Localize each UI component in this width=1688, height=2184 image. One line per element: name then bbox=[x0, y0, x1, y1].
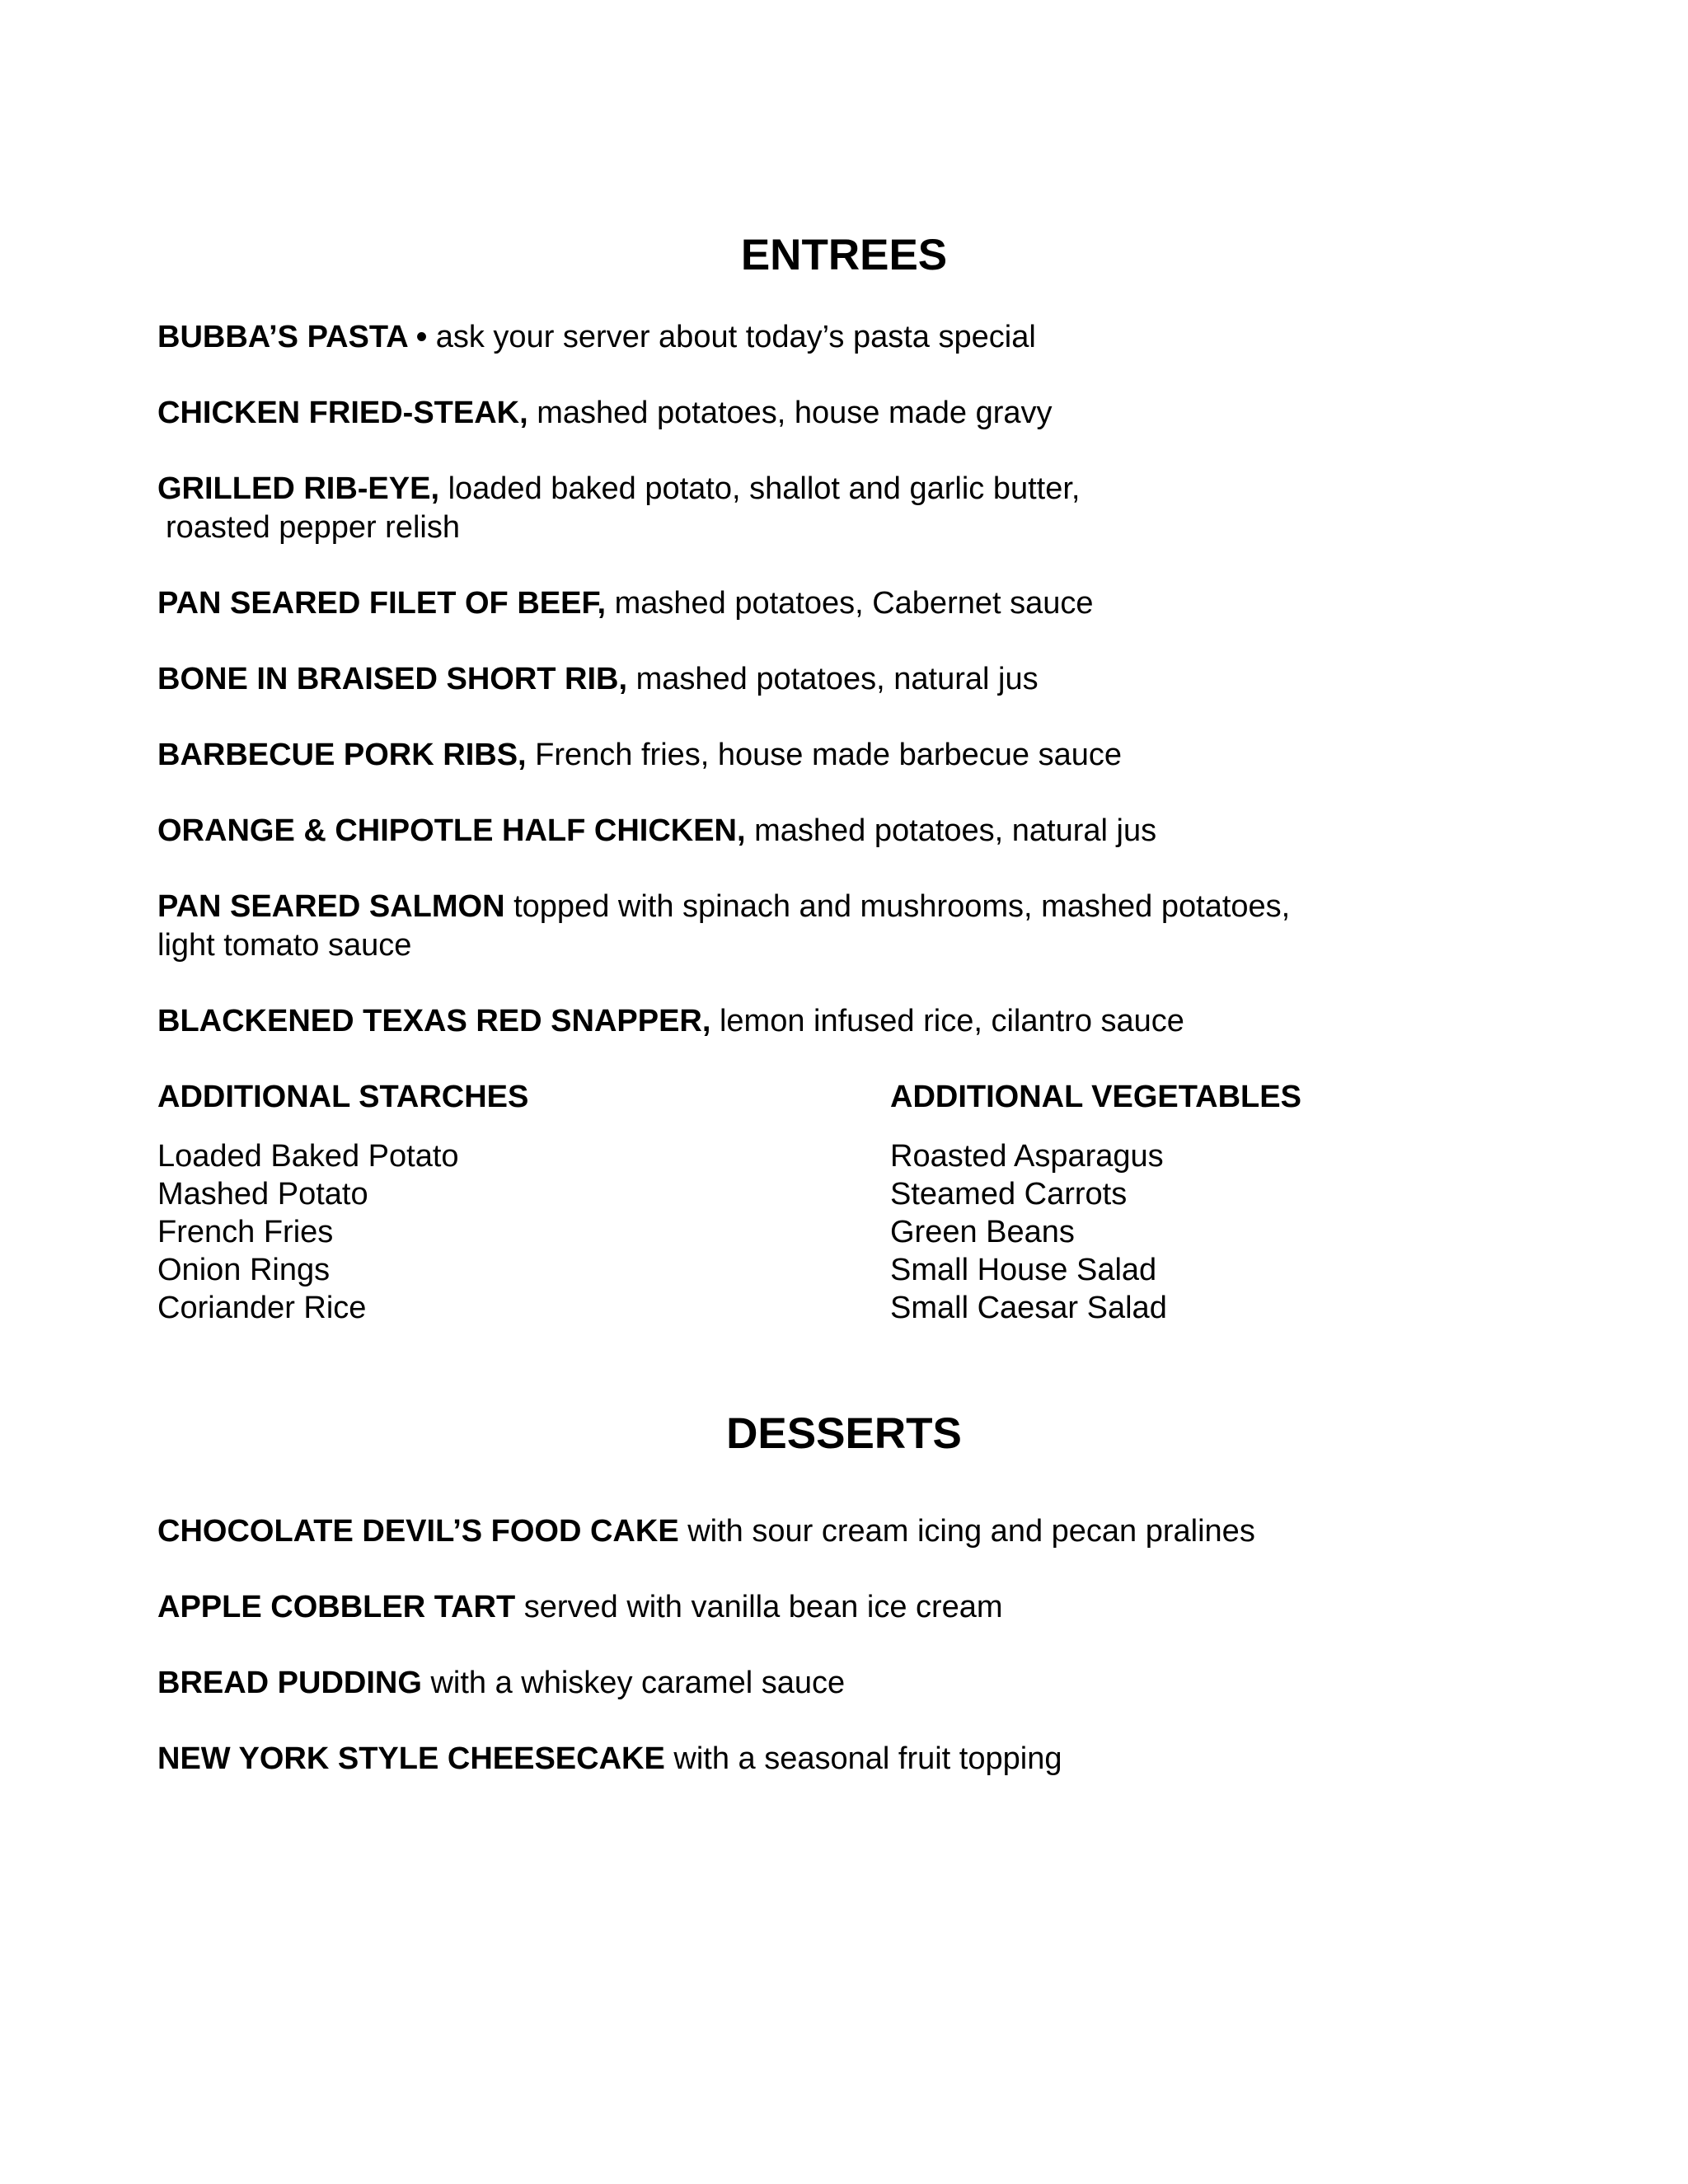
dessert-name: NEW YORK STYLE CHEESECAKE bbox=[157, 1741, 665, 1776]
desserts-heading: DESSERTS bbox=[726, 1409, 962, 1458]
entree-name: PAN SEARED FILET OF BEEF, bbox=[157, 586, 607, 621]
list-item: Loaded Baked Potato bbox=[157, 1139, 459, 1174]
entrees-heading: ENTREES bbox=[740, 231, 948, 279]
entree-name: BLACKENED TEXAS RED SNAPPER, bbox=[157, 1004, 711, 1038]
entree-item bbox=[157, 470, 1559, 547]
list-item: Roasted Asparagus bbox=[890, 1139, 1164, 1174]
dessert-description: served with vanilla bean ice cream bbox=[515, 1590, 1003, 1624]
dessert-name: CHOCOLATE DEVIL’S FOOD CAKE bbox=[157, 1514, 679, 1549]
list-item: Mashed Potato bbox=[157, 1177, 368, 1212]
entree-description-continued: roasted pepper relish bbox=[166, 510, 460, 545]
vegetables-heading: ADDITIONAL VEGETABLES bbox=[890, 1080, 1301, 1114]
entree-item bbox=[157, 812, 1559, 851]
list-item: Onion Rings bbox=[157, 1253, 331, 1287]
entree-description: mashed potatoes, Cabernet sauce bbox=[606, 586, 1094, 621]
dessert-name: APPLE COBBLER TART bbox=[157, 1590, 516, 1624]
starches-heading: ADDITIONAL STARCHES bbox=[157, 1080, 529, 1114]
starches-list bbox=[157, 1137, 459, 1327]
dessert-item bbox=[157, 1664, 1559, 1703]
dessert-description: with a whiskey caramel sauce bbox=[421, 1666, 846, 1700]
entree-item bbox=[157, 736, 1559, 775]
dessert-item bbox=[157, 1588, 1559, 1627]
entree-description: topped with spinach and mushrooms, mashed potatoes, bbox=[504, 889, 1291, 924]
entree-item bbox=[157, 888, 1559, 965]
entree-description: mashed potatoes, house made gravy bbox=[528, 396, 1053, 430]
entree-name: BONE IN BRAISED SHORT RIB, bbox=[157, 662, 628, 696]
entree-description-continued: light tomato sauce bbox=[157, 928, 412, 963]
entree-name: PAN SEARED SALMON bbox=[157, 889, 505, 924]
list-item: Small Caesar Salad bbox=[890, 1291, 1167, 1325]
entree-description: mashed potatoes, natural jus bbox=[745, 813, 1157, 848]
entree-description: lemon infused rice, cilantro sauce bbox=[710, 1004, 1184, 1038]
entree-item bbox=[157, 1002, 1559, 1041]
entree-item bbox=[157, 660, 1559, 699]
list-item: Steamed Carrots bbox=[890, 1177, 1128, 1212]
dessert-item bbox=[157, 1512, 1559, 1551]
entree-description: French fries, house made barbecue sauce bbox=[526, 738, 1123, 772]
list-item: Small House Salad bbox=[890, 1253, 1157, 1287]
entree-name: ORANGE & CHIPOTLE HALF CHICKEN, bbox=[157, 813, 746, 848]
list-item: Green Beans bbox=[890, 1215, 1075, 1249]
dessert-description: with sour cream icing and pecan pralines bbox=[678, 1514, 1255, 1549]
dessert-item bbox=[157, 1740, 1559, 1779]
entree-name: BARBECUE PORK RIBS, bbox=[157, 738, 527, 772]
entree-name: CHICKEN FRIED-STEAK, bbox=[157, 396, 528, 430]
entree-description: loaded baked potato, shallot and garlic butter, bbox=[439, 471, 1081, 506]
vegetables-list bbox=[890, 1137, 1167, 1327]
list-item: French Fries bbox=[157, 1215, 334, 1249]
entree-name: GRILLED RIB-EYE, bbox=[157, 471, 440, 506]
list-item: Coriander Rice bbox=[157, 1291, 367, 1325]
dessert-description: with a seasonal fruit topping bbox=[664, 1741, 1062, 1776]
entree-description: ask your server about today’s pasta special bbox=[427, 320, 1036, 354]
entree-item bbox=[157, 394, 1559, 433]
entree-item bbox=[157, 318, 1559, 357]
entree-item bbox=[157, 584, 1559, 623]
entree-name: BUBBA’S PASTA • bbox=[157, 320, 428, 354]
dessert-name: BREAD PUDDING bbox=[157, 1666, 422, 1700]
entree-description: mashed potatoes, natural jus bbox=[627, 662, 1039, 696]
